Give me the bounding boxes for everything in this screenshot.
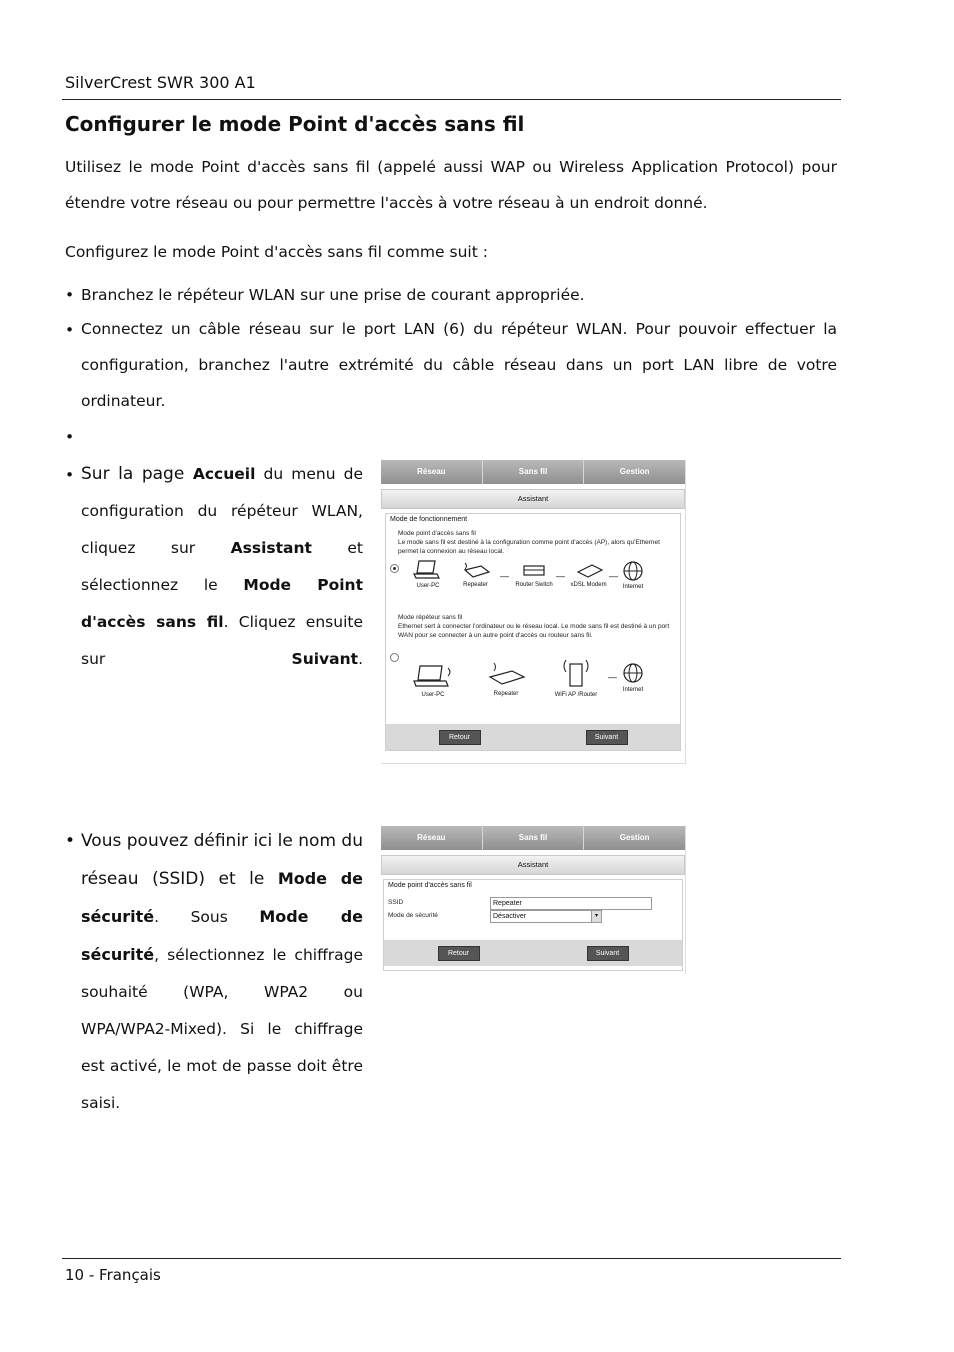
next-button[interactable]: Suivant (587, 946, 629, 961)
repeater-icon (461, 560, 491, 580)
assistant-bar: Assistant (381, 489, 685, 509)
repeater-device-2: Repeater (481, 659, 531, 697)
repeater-device: Repeater (458, 560, 493, 588)
globe-icon (621, 661, 645, 685)
mode-panel (385, 513, 681, 751)
document-header: SilverCrest SWR 300 A1 (65, 73, 256, 92)
bullet-dot: • (65, 286, 75, 304)
ssid-label: SSID (388, 899, 404, 906)
modem-icon (574, 560, 604, 580)
ssid-input[interactable]: Repeater (490, 897, 652, 910)
tab-sans-fil[interactable]: Sans fil (483, 826, 585, 850)
link-dash: — (609, 571, 618, 581)
internet-device-2: Internet (618, 661, 648, 693)
security-select[interactable]: Désactiver ▾ (490, 910, 602, 923)
wifi-router-icon (554, 656, 598, 690)
intro-paragraph: Utilisez le mode Point d'accès sans fil (appelé aussi WAP ou Wireless Application Protocol) pour étendre votre réseau ou pour permettre l'accès à votre réseau à un endroit donné. (65, 158, 837, 212)
bullet-dot: • (65, 466, 75, 484)
security-label: Mode de sécurité (388, 912, 438, 919)
panel-legend: Mode de fonctionnement (390, 516, 468, 523)
section-title: Configurer le mode Point d'accès sans fil (65, 112, 525, 136)
wizard-screenshot-ap (381, 826, 686, 974)
button-bar (384, 940, 682, 966)
switch-icon (519, 560, 549, 580)
internet-device: Internet (618, 560, 648, 590)
bullet-dot: • (65, 831, 76, 851)
laptop-icon (410, 662, 456, 690)
assistant-bar: Assistant (381, 855, 685, 875)
tab-reseau[interactable]: Réseau (381, 826, 483, 850)
back-button[interactable]: Retour (438, 946, 480, 961)
page-number: 10 - Français (65, 1266, 161, 1284)
tab-reseau[interactable]: Réseau (381, 460, 483, 484)
step2-text: Vous pouvez définir ici le nom du réseau (SSID) et le Mode de sécurité. Sous Mode de sécurité, sélectionnez le chiffrage souhaité (WPA, WPA2 ou WPA/WPA2-Mixed). Si le chiffrage est activé, le mot de passe doit être saisi. (81, 831, 363, 1112)
repeater-icon (484, 659, 528, 689)
wizard-screenshot-mode (381, 460, 686, 764)
link-dash: — (556, 571, 565, 581)
opt2-title: Mode répéteur sans fil (398, 614, 463, 621)
router-switch-device: Router Switch (510, 560, 558, 588)
back-button[interactable]: Retour (439, 730, 481, 745)
tab-sans-fil[interactable]: Sans fil (483, 460, 585, 484)
chevron-down-icon: ▾ (591, 911, 601, 922)
bullet-text-1: Branchez le répéteur WLAN sur une prise de courant appropriée. (81, 286, 585, 304)
step1-text: Sur la page Accueil du menu de configuration du répéteur WLAN, cliquez sur Assistant et sélectionnez le Mode Point d'accès sans fil. Cliquez ensuite sur Suivant. (81, 464, 363, 668)
repeater-mode-radio[interactable] (390, 653, 399, 662)
panel-legend: Mode point d'accès sans fil (388, 882, 472, 889)
opt1-title: Mode point d'accès sans fil (398, 530, 476, 537)
link-dash: — (500, 571, 509, 581)
opt1-desc: Le mode sans fil est destiné à la configuration comme point d'accès (AP), alors qu'Ethernet permet la connexion au réseau local. (398, 539, 660, 555)
modem-device: xDSL Modem (566, 560, 611, 588)
intro-configure: Configurez le mode Point d'accès sans fil comme suit : (65, 243, 488, 261)
tab-gestion[interactable]: Gestion (619, 833, 650, 842)
bullet-dot: • (65, 428, 75, 446)
bullet-text-2: Connectez un câble réseau sur le port LAN (6) du répéteur WLAN. Pour pouvoir effectuer la configuration, branchez l'autre extrémité du câble réseau dans un port LAN libre de votre ordinateur. (81, 320, 837, 410)
button-bar (386, 724, 680, 750)
header-rule (62, 99, 841, 100)
globe-icon (621, 560, 645, 582)
footer-rule (62, 1258, 841, 1259)
user-pc-device: User-PC (408, 559, 448, 589)
laptop-icon (413, 559, 443, 581)
link-dash: — (608, 672, 617, 682)
opt2-desc: Ethernet sert à connecter l'ordinateur ou le réseau local. Le mode sans fil est destiné à un port WAN pour se connecter à un autre point d'accès ou routeur sans fil. (398, 623, 670, 639)
nav-tabs (381, 460, 685, 484)
ap-panel (383, 879, 683, 971)
user-pc-device-2: User-PC (408, 662, 458, 698)
tab-gestion[interactable]: Gestion (619, 467, 650, 476)
wifi-ap-device: WiFi AP /Router (551, 656, 601, 698)
bullet-dot: • (65, 321, 75, 339)
next-button[interactable]: Suivant (586, 730, 628, 745)
ap-mode-radio[interactable] (390, 564, 399, 573)
nav-tabs (381, 826, 685, 850)
